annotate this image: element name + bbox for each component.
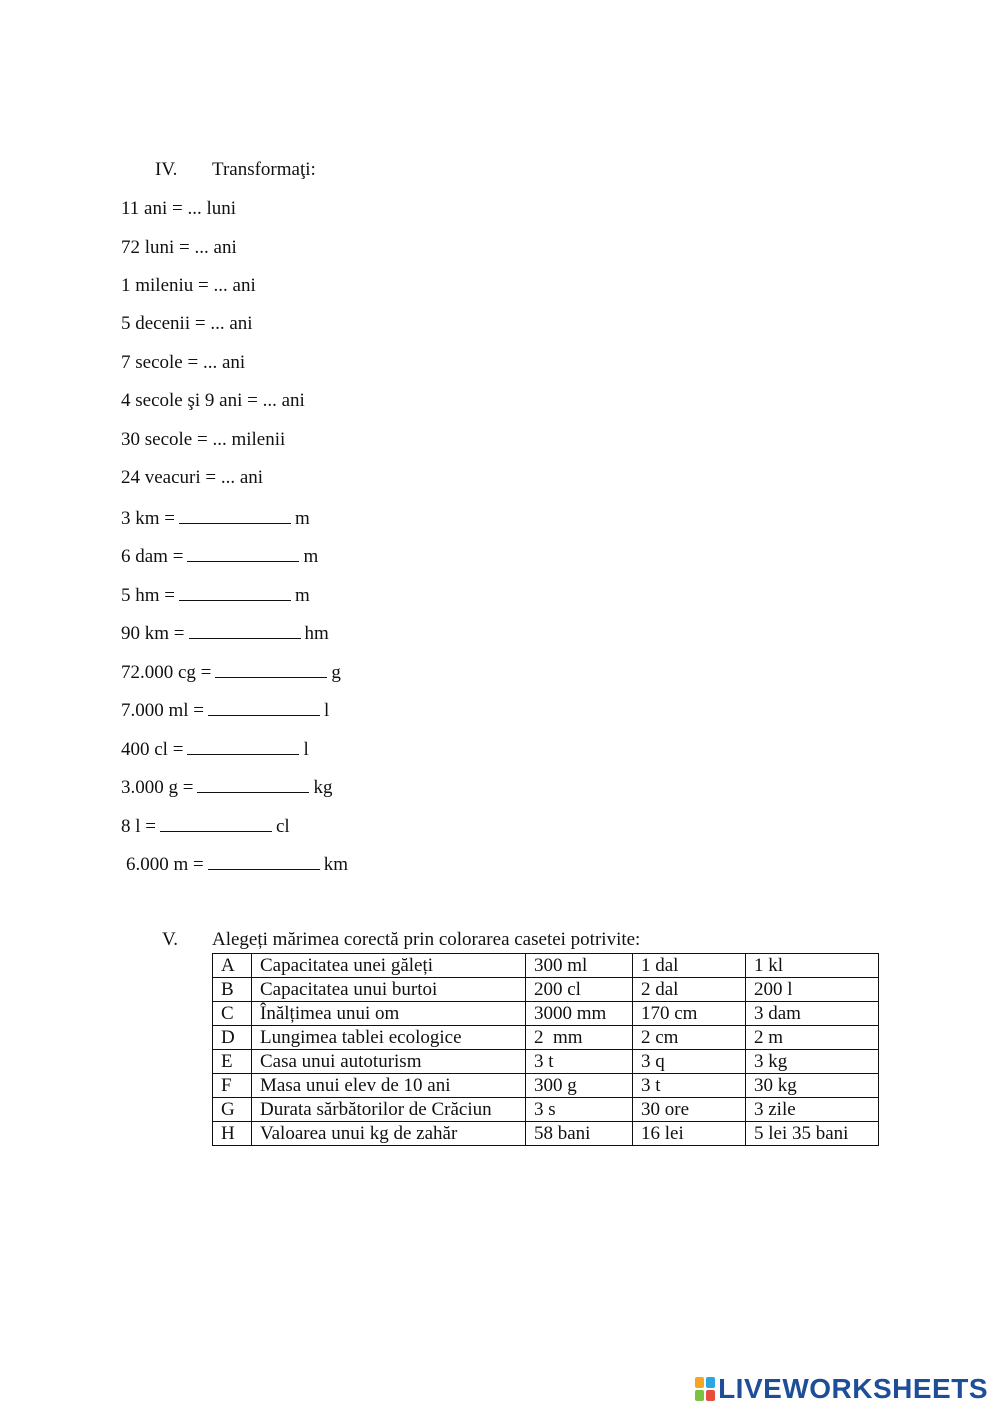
section-4-number: IV. [155, 159, 178, 180]
liveworksheets-brand [695, 1374, 988, 1404]
table-row [213, 1098, 879, 1122]
unit-item-left: 400 cl = [121, 739, 184, 760]
unit-item-right: g [331, 662, 341, 683]
answer-blank[interactable] [208, 852, 320, 870]
option-cell[interactable]: 300 g [526, 1074, 633, 1098]
unit-item-left: 3.000 g = [121, 777, 194, 798]
time-item: 5 decenii = ... ani [121, 313, 253, 334]
row-description: Masa unui elev de 10 ani [252, 1074, 526, 1098]
section-5-number: V. [162, 929, 179, 950]
unit-item-left: 6.000 m = [126, 854, 204, 875]
unit-item [121, 660, 341, 684]
option-cell[interactable]: 16 lei [633, 1122, 746, 1146]
option-cell[interactable]: 300 ml [526, 954, 633, 978]
answer-blank[interactable] [179, 506, 291, 524]
unit-item [121, 737, 309, 761]
row-description: Casa unui autoturism [252, 1050, 526, 1074]
answer-blank[interactable] [215, 660, 327, 678]
option-cell[interactable]: 2 dal [633, 978, 746, 1002]
time-item: 1 mileniu = ... ani [121, 275, 256, 296]
option-cell[interactable]: 200 l [746, 978, 879, 1002]
unit-item [121, 583, 310, 607]
time-item: 11 ani = ... luni [121, 198, 237, 219]
row-description: Capacitatea unei găleți [252, 954, 526, 978]
option-cell[interactable]: 1 dal [633, 954, 746, 978]
row-description: Valoarea unui kg de zahăr [252, 1122, 526, 1146]
logo-square [706, 1390, 715, 1401]
time-item: 72 luni = ... ani [121, 237, 237, 258]
row-letter: E [213, 1050, 252, 1074]
option-cell[interactable]: 3 s [526, 1098, 633, 1122]
unit-item-right: m [295, 585, 310, 606]
answer-blank[interactable] [187, 544, 299, 562]
unit-item-right: l [303, 739, 309, 760]
option-cell[interactable]: 30 ore [633, 1098, 746, 1122]
option-cell[interactable]: 170 cm [633, 1002, 746, 1026]
option-cell[interactable]: 3000 mm [526, 1002, 633, 1026]
unit-item-left: 3 km = [121, 508, 175, 529]
answer-blank[interactable] [187, 737, 299, 755]
option-cell[interactable]: 3 dam [746, 1002, 879, 1026]
row-letter: B [213, 978, 252, 1002]
answer-blank[interactable] [197, 775, 309, 793]
option-cell[interactable]: 5 lei 35 bani [746, 1122, 879, 1146]
row-letter: F [213, 1074, 252, 1098]
logo-square [695, 1377, 704, 1388]
logo-square [695, 1390, 704, 1401]
table-row [213, 954, 879, 978]
liveworksheets-logo-icon [695, 1377, 715, 1401]
unit-item-right: m [295, 508, 310, 529]
row-letter: C [213, 1002, 252, 1026]
option-cell[interactable]: 2 m [746, 1026, 879, 1050]
time-item: 24 veacuri = ... ani [121, 467, 264, 488]
answer-blank[interactable] [189, 621, 301, 639]
row-description: Înălțimea unui om [252, 1002, 526, 1026]
option-cell[interactable]: 3 zile [746, 1098, 879, 1122]
table-row [213, 1074, 879, 1098]
row-description: Lungimea tablei ecologice [252, 1026, 526, 1050]
unit-item-right: km [323, 854, 349, 875]
unit-item [126, 852, 348, 876]
option-cell[interactable]: 3 t [526, 1050, 633, 1074]
section-4-title: Transformaţi: [212, 159, 316, 180]
section-5-heading [162, 929, 722, 951]
option-cell[interactable]: 3 kg [746, 1050, 879, 1074]
unit-item [121, 698, 329, 722]
row-description: Capacitatea unui burtoi [252, 978, 526, 1002]
unit-item-left: 7.000 ml = [121, 700, 205, 721]
option-cell[interactable]: 1 kl [746, 954, 879, 978]
row-letter: H [213, 1122, 252, 1146]
row-letter: D [213, 1026, 252, 1050]
unit-item [121, 544, 318, 568]
choice-table [212, 953, 879, 1146]
unit-item-left: 72.000 cg = [121, 662, 212, 683]
table-row [213, 978, 879, 1002]
time-item: 4 secole şi 9 ani = ... ani [121, 390, 305, 411]
unit-item [121, 775, 332, 799]
unit-item-left: 5 hm = [121, 585, 175, 606]
table-row [213, 1050, 879, 1074]
unit-item-right: m [303, 546, 319, 567]
unit-item-left: 6 dam = [121, 546, 184, 567]
option-cell[interactable]: 2 mm [526, 1026, 633, 1050]
table-row [213, 1122, 879, 1146]
option-cell[interactable]: 30 kg [746, 1074, 879, 1098]
logo-square [706, 1377, 715, 1388]
section-4-heading [155, 159, 455, 181]
answer-blank[interactable] [179, 583, 291, 601]
option-cell[interactable]: 58 bani [526, 1122, 633, 1146]
unit-item-right: cl [276, 816, 290, 837]
option-cell[interactable]: 3 q [633, 1050, 746, 1074]
time-item: 30 secole = ... milenii [121, 429, 286, 450]
brand-name: LIVEWORKSHEETS [718, 1373, 988, 1404]
unit-item-left: 90 km = [121, 623, 185, 644]
option-cell[interactable]: 200 cl [526, 978, 633, 1002]
row-description: Durata sărbătorilor de Crăciun [252, 1098, 526, 1122]
unit-item [121, 506, 310, 530]
time-item: 7 secole = ... ani [121, 352, 246, 373]
row-letter: A [213, 954, 252, 978]
answer-blank[interactable] [160, 814, 272, 832]
row-letter: G [213, 1098, 252, 1122]
option-cell[interactable]: 2 cm [633, 1026, 746, 1050]
unit-item-right: l [324, 700, 330, 721]
unit-item [121, 621, 329, 645]
unit-item-right: kg [313, 777, 333, 798]
table-row [213, 1026, 879, 1050]
option-cell[interactable]: 3 t [633, 1074, 746, 1098]
unit-item-right: hm [304, 623, 329, 644]
unit-item [121, 814, 290, 838]
answer-blank[interactable] [208, 698, 320, 716]
section-5-title: Alegeți mărimea corectă prin colorarea casetei potrivite: [212, 929, 641, 950]
table-row [213, 1002, 879, 1026]
unit-item-left: 8 l = [121, 816, 156, 837]
